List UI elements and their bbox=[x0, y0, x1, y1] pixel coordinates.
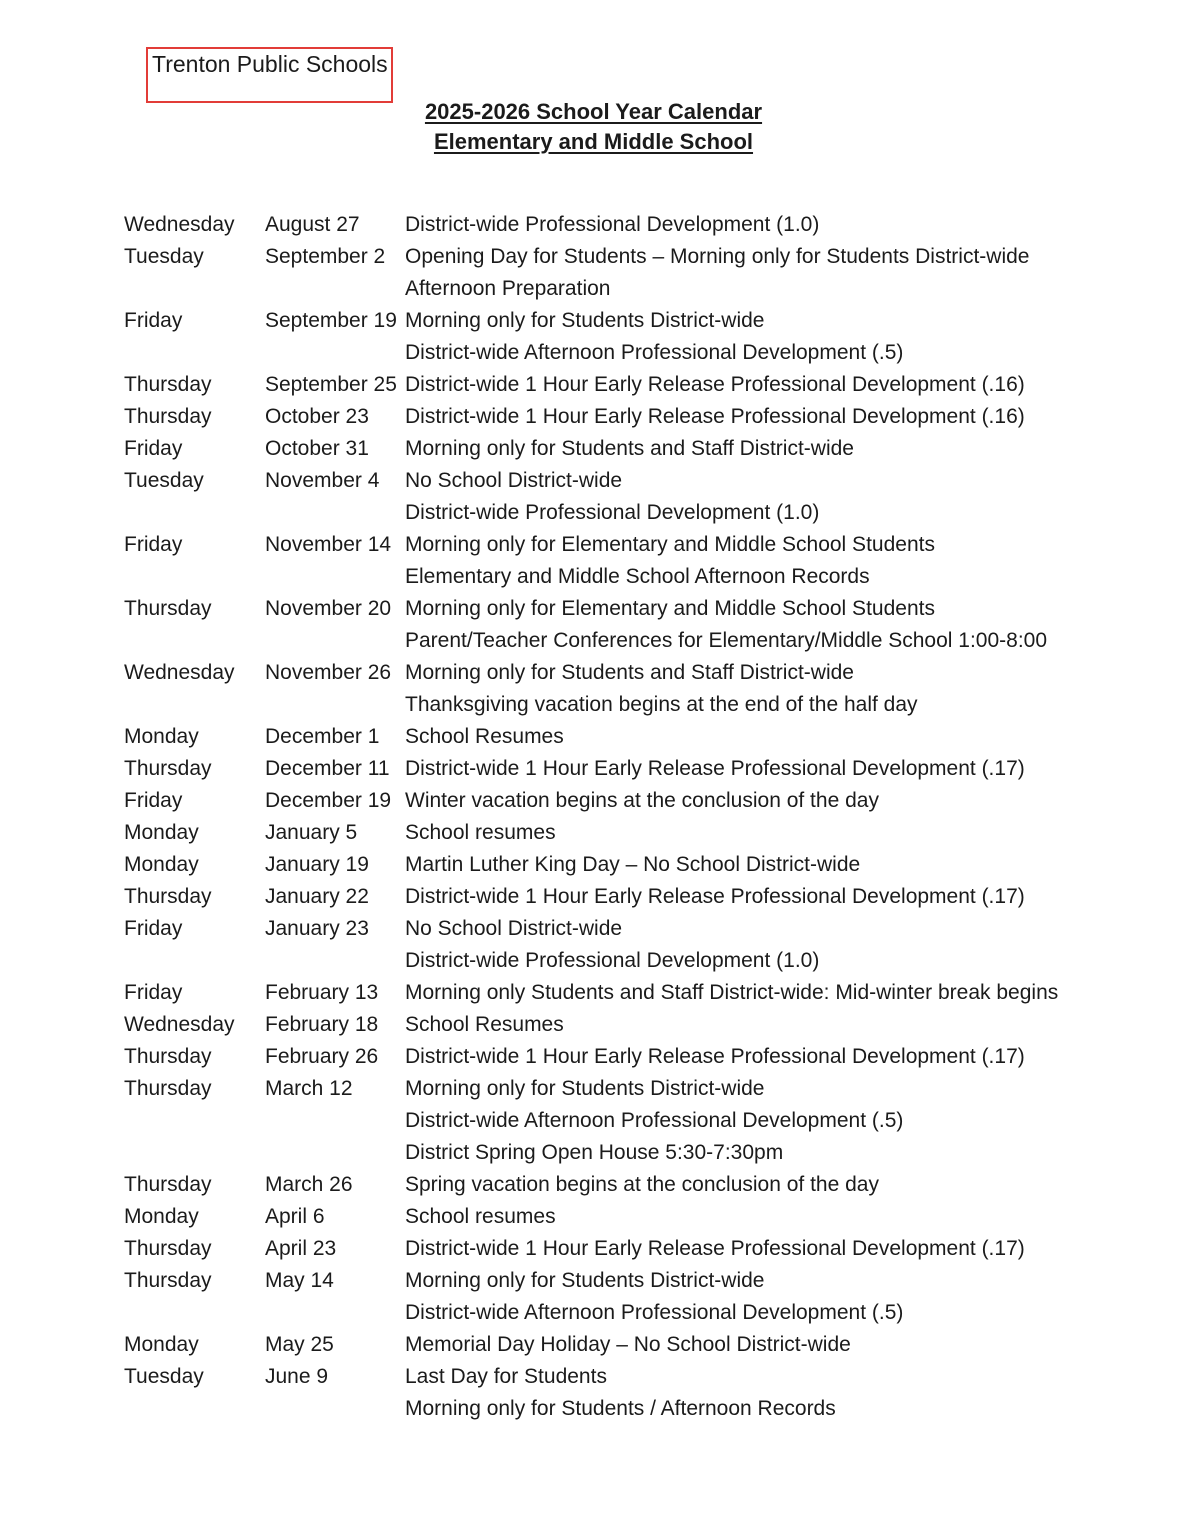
calendar-row bbox=[124, 1009, 1177, 1041]
calendar-row bbox=[124, 1393, 1177, 1425]
calendar-day-cell: Thursday bbox=[124, 1045, 212, 1068]
calendar-description-cell: District-wide Afternoon Professional Development (.5) bbox=[405, 1301, 904, 1324]
calendar-description-cell: Morning only for Students District-wide bbox=[405, 1077, 765, 1100]
calendar-row bbox=[124, 241, 1177, 273]
calendar-date-cell: November 4 bbox=[265, 469, 380, 492]
calendar-row bbox=[124, 657, 1177, 689]
calendar-description-cell: School resumes bbox=[405, 1205, 556, 1228]
calendar-description-cell: Last Day for Students bbox=[405, 1365, 607, 1388]
calendar-date-cell: December 1 bbox=[265, 725, 380, 748]
calendar-date-cell: March 26 bbox=[265, 1173, 353, 1196]
calendar-entries bbox=[124, 209, 1177, 1425]
calendar-day-cell: Monday bbox=[124, 853, 199, 876]
calendar-date-cell: February 13 bbox=[265, 981, 379, 1004]
calendar-row bbox=[124, 1201, 1177, 1233]
calendar-description-cell: Winter vacation begins at the conclusion of the day bbox=[405, 789, 879, 812]
calendar-day-cell: Tuesday bbox=[124, 1365, 204, 1388]
calendar-date-cell: January 5 bbox=[265, 821, 358, 844]
calendar-row bbox=[124, 977, 1177, 1009]
calendar-date-cell: April 23 bbox=[265, 1237, 337, 1260]
calendar-description-cell: School resumes bbox=[405, 821, 556, 844]
calendar-row bbox=[124, 497, 1177, 529]
calendar-description-cell: Morning only for Students and Staff District-wide bbox=[405, 437, 854, 460]
calendar-day-cell: Thursday bbox=[124, 1237, 212, 1260]
calendar-row bbox=[124, 881, 1177, 913]
calendar-date-cell: November 14 bbox=[265, 533, 392, 556]
calendar-description-cell: Morning only for Elementary and Middle School Students bbox=[405, 597, 935, 620]
calendar-date-cell: March 12 bbox=[265, 1077, 353, 1100]
calendar-description-cell: District-wide 1 Hour Early Release Professional Development (.17) bbox=[405, 1237, 1025, 1260]
calendar-row bbox=[124, 1329, 1177, 1361]
calendar-day-cell: Monday bbox=[124, 1205, 199, 1228]
calendar-day-cell: Thursday bbox=[124, 1269, 212, 1292]
title-block bbox=[0, 97, 1187, 157]
calendar-description-cell: Morning only for Students District-wide bbox=[405, 1269, 765, 1292]
calendar-row bbox=[124, 273, 1177, 305]
calendar-description-cell: Morning only Students and Staff District-wide: Mid-winter break begins bbox=[405, 981, 1059, 1004]
calendar-day-cell: Monday bbox=[124, 725, 199, 748]
calendar-date-cell: June 9 bbox=[265, 1365, 329, 1388]
calendar-row bbox=[124, 849, 1177, 881]
calendar-row bbox=[124, 721, 1177, 753]
calendar-date-cell: May 14 bbox=[265, 1269, 334, 1292]
calendar-description-cell: District-wide 1 Hour Early Release Professional Development (.17) bbox=[405, 885, 1025, 908]
calendar-day-cell: Wednesday bbox=[124, 661, 235, 684]
calendar-row bbox=[124, 1041, 1177, 1073]
calendar-date-cell: November 20 bbox=[265, 597, 392, 620]
calendar-description-cell: District-wide 1 Hour Early Release Professional Development (.16) bbox=[405, 373, 1025, 396]
calendar-day-cell: Friday bbox=[124, 789, 183, 812]
calendar-description-cell: No School District-wide bbox=[405, 917, 623, 940]
calendar-row bbox=[124, 1265, 1177, 1297]
calendar-row bbox=[124, 337, 1177, 369]
calendar-row bbox=[124, 625, 1177, 657]
calendar-date-cell: September 2 bbox=[265, 245, 386, 268]
calendar-row bbox=[124, 1137, 1177, 1169]
calendar-description-cell: Morning only for Students and Staff District-wide bbox=[405, 661, 854, 684]
calendar-day-cell: Friday bbox=[124, 981, 183, 1004]
calendar-date-cell: December 19 bbox=[265, 789, 392, 812]
calendar-description-cell: Afternoon Preparation bbox=[405, 277, 611, 300]
calendar-description-cell: School Resumes bbox=[405, 1013, 564, 1036]
calendar-day-cell: Thursday bbox=[124, 1077, 212, 1100]
calendar-description-cell: District-wide Afternoon Professional Development (.5) bbox=[405, 341, 904, 364]
calendar-date-cell: February 18 bbox=[265, 1013, 379, 1036]
calendar-row bbox=[124, 593, 1177, 625]
calendar-date-cell: January 19 bbox=[265, 853, 369, 876]
calendar-row bbox=[124, 1297, 1177, 1329]
calendar-description-cell: School Resumes bbox=[405, 725, 564, 748]
calendar-date-cell: January 22 bbox=[265, 885, 369, 908]
calendar-description-cell: Martin Luther King Day – No School District-wide bbox=[405, 853, 861, 876]
calendar-day-cell: Friday bbox=[124, 437, 183, 460]
calendar-row bbox=[124, 465, 1177, 497]
calendar-day-cell: Friday bbox=[124, 917, 183, 940]
school-name: Trenton Public Schools bbox=[152, 51, 388, 77]
calendar-row bbox=[124, 369, 1177, 401]
calendar-date-cell: September 19 bbox=[265, 309, 397, 332]
calendar-day-cell: Friday bbox=[124, 309, 183, 332]
calendar-description-cell: Spring vacation begins at the conclusion of the day bbox=[405, 1173, 879, 1196]
calendar-date-cell: January 23 bbox=[265, 917, 369, 940]
school-logo-box bbox=[146, 47, 393, 103]
calendar-row bbox=[124, 401, 1177, 433]
calendar-description-cell: Parent/Teacher Conferences for Elementary/Middle School 1:00-8:00 bbox=[405, 629, 1048, 652]
calendar-day-cell: Monday bbox=[124, 1333, 199, 1356]
calendar-description-cell: District-wide 1 Hour Early Release Professional Development (.17) bbox=[405, 757, 1025, 780]
calendar-date-cell: September 25 bbox=[265, 373, 397, 396]
calendar-description-cell: District-wide 1 Hour Early Release Professional Development (.17) bbox=[405, 1045, 1025, 1068]
calendar-row bbox=[124, 1105, 1177, 1137]
calendar-description-cell: Memorial Day Holiday – No School District-wide bbox=[405, 1333, 851, 1356]
calendar-day-cell: Monday bbox=[124, 821, 199, 844]
calendar-description-cell: Thanksgiving vacation begins at the end of the half day bbox=[405, 693, 918, 716]
calendar-row bbox=[124, 1169, 1177, 1201]
calendar-row bbox=[124, 1233, 1177, 1265]
calendar-date-cell: February 26 bbox=[265, 1045, 379, 1068]
calendar-row bbox=[124, 209, 1177, 241]
calendar-day-cell: Thursday bbox=[124, 597, 212, 620]
calendar-day-cell: Wednesday bbox=[124, 1013, 235, 1036]
calendar-description-cell: District-wide Professional Development (1.0) bbox=[405, 213, 820, 236]
calendar-row bbox=[124, 753, 1177, 785]
calendar-row bbox=[124, 945, 1177, 977]
calendar-day-cell: Thursday bbox=[124, 885, 212, 908]
calendar-date-cell: August 27 bbox=[265, 213, 360, 236]
calendar-row bbox=[124, 561, 1177, 593]
calendar-day-cell: Thursday bbox=[124, 1173, 212, 1196]
calendar-day-cell: Friday bbox=[124, 533, 183, 556]
calendar-description-cell: District Spring Open House 5:30-7:30pm bbox=[405, 1141, 784, 1164]
calendar-description-cell: No School District-wide bbox=[405, 469, 623, 492]
calendar-description-cell: Morning only for Students District-wide bbox=[405, 309, 765, 332]
calendar-description-cell: Morning only for Students / Afternoon Records bbox=[405, 1397, 836, 1420]
calendar-row bbox=[124, 433, 1177, 465]
calendar-day-cell: Thursday bbox=[124, 405, 212, 428]
calendar-day-cell: Thursday bbox=[124, 757, 212, 780]
calendar-description-cell: District-wide Professional Development (1.0) bbox=[405, 501, 820, 524]
calendar-row bbox=[124, 689, 1177, 721]
calendar-row bbox=[124, 1073, 1177, 1105]
calendar-row bbox=[124, 785, 1177, 817]
calendar-description-cell: Morning only for Elementary and Middle School Students bbox=[405, 533, 935, 556]
calendar-row bbox=[124, 305, 1177, 337]
calendar-day-cell: Thursday bbox=[124, 373, 212, 396]
calendar-row bbox=[124, 817, 1177, 849]
calendar-row bbox=[124, 913, 1177, 945]
calendar-row bbox=[124, 1361, 1177, 1393]
calendar-date-cell: April 6 bbox=[265, 1205, 325, 1228]
calendar-day-cell: Tuesday bbox=[124, 469, 204, 492]
calendar-date-cell: May 25 bbox=[265, 1333, 334, 1356]
calendar-description-cell: District-wide Afternoon Professional Development (.5) bbox=[405, 1109, 904, 1132]
calendar-description-cell: Opening Day for Students – Morning only for Students District-wide bbox=[405, 245, 1030, 268]
calendar-date-cell: October 31 bbox=[265, 437, 369, 460]
page-subtitle: Elementary and Middle School bbox=[433, 129, 754, 154]
calendar-day-cell: Tuesday bbox=[124, 245, 204, 268]
calendar-description-cell: District-wide Professional Development (1.0) bbox=[405, 949, 820, 972]
page-title: 2025-2026 School Year Calendar bbox=[424, 99, 763, 124]
calendar-description-cell: Elementary and Middle School Afternoon Records bbox=[405, 565, 870, 588]
calendar-date-cell: October 23 bbox=[265, 405, 369, 428]
calendar-row bbox=[124, 529, 1177, 561]
calendar-date-cell: December 11 bbox=[265, 757, 390, 780]
calendar-date-cell: November 26 bbox=[265, 661, 392, 684]
calendar-description-cell: District-wide 1 Hour Early Release Professional Development (.16) bbox=[405, 405, 1025, 428]
calendar-day-cell: Wednesday bbox=[124, 213, 235, 236]
